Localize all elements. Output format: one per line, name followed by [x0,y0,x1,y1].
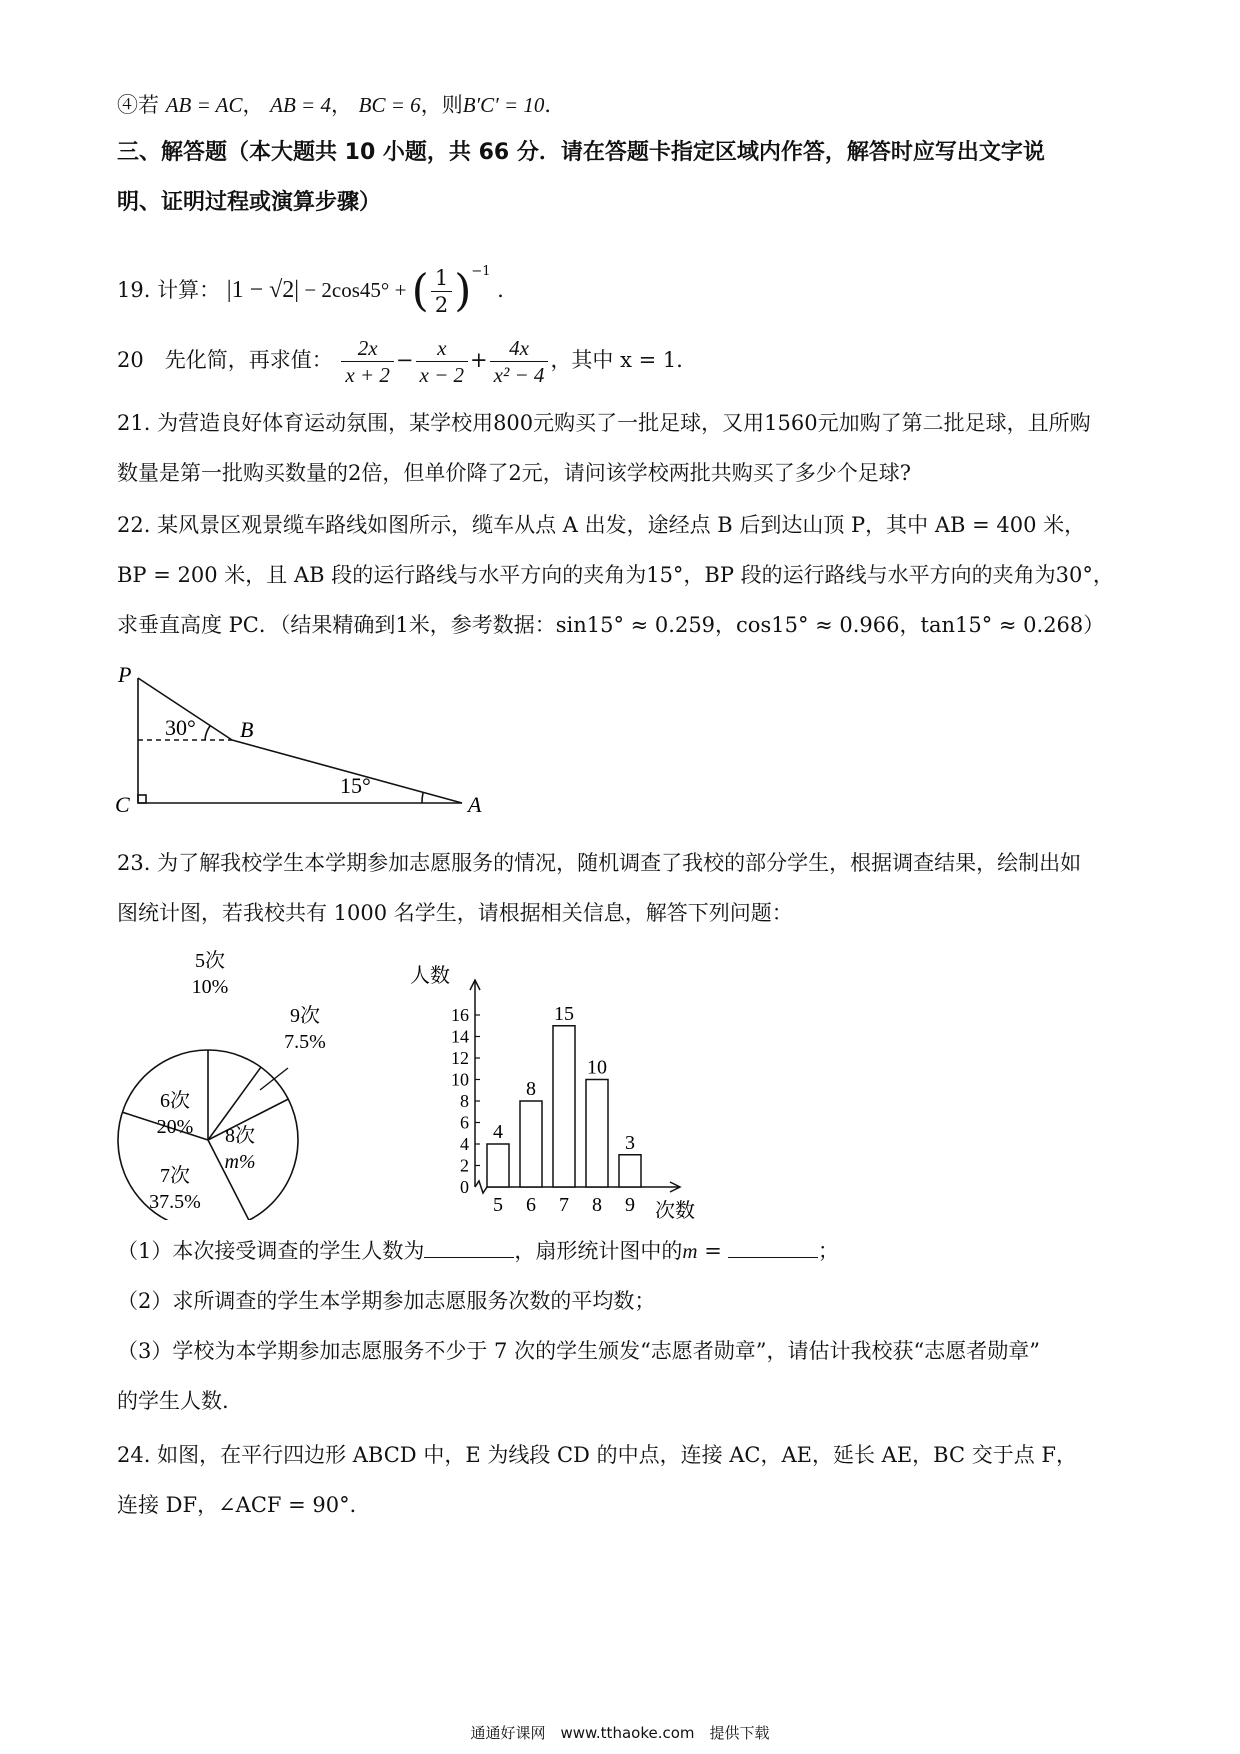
bar-chart [405,955,745,1225]
pie-slice-label: 6次 [160,1090,190,1112]
q18-cond2: AB = 4 [270,93,331,117]
point-p-label: P [118,662,132,687]
q20-f3-num: 4x [490,335,549,362]
q19-frac-den: 2 [434,293,449,317]
y-tick-label: 8 [460,1091,469,1111]
y-tick-label: 6 [460,1112,469,1133]
q19-fraction [431,265,452,318]
q19-exponent: −1 [471,264,491,279]
q21-line1: 21. 为营造良好体育运动氛围，某学校用800元购买了一批足球，又用1560元加购了第二批足球，且所购 [117,411,1091,435]
pie-slice-label: 9次 [290,1005,320,1027]
q20 [117,330,697,390]
bar-5 [487,1144,509,1187]
q20-label: 20 先化简，再求值： [117,348,333,372]
bar-6 [520,1101,542,1187]
angle-15-label: 15° [340,773,371,798]
pie-slice-label: 7次 [160,1165,190,1187]
x-tick-label: 7 [559,1194,569,1216]
y-tick-label: 0 [460,1177,469,1197]
q23-sub1-text-b: ，扇形统计图中的 [514,1239,683,1263]
q22-line2: BP = 200 米，且 AB 段的运行路线与水平方向的夹角为15°，BP 段的运行路线与水平方向的夹角为30°， [117,563,1114,587]
bar-value-label: 8 [526,1078,536,1100]
q20-f2-num: x [416,335,469,362]
q20-fraction1 [341,335,394,388]
q18-cond1: AB = AC [165,93,243,117]
q20-fraction2 [416,335,469,388]
x-tick-label: 6 [526,1194,536,1216]
bar-value-label: 15 [554,1002,574,1025]
section3-heading-line1: 三、解答题（本大题共 10 小题，共 66 分．请在答题卡指定区域内作答，解答时应写出文字说 [117,140,1045,165]
pie-slice-label: 5次 [195,950,225,972]
bar-value-label: 3 [625,1131,635,1154]
pie-slice-label: 8次 [225,1125,255,1147]
q19-end: ． [497,278,519,302]
q18-result: B′C′ = 10 [462,93,545,117]
q24-line2: 连接 DF，∠ACF = 90°． [117,1493,371,1517]
pie-slice-percent: 20% [156,1116,194,1138]
y-tick-label: 12 [451,1048,469,1068]
q20-tail: ，其中 x = 1． [550,348,698,372]
q22-line1: 22. 某风景区观景缆车路线如图所示，缆车从点 A 出发，途经点 B 后到达山顶 P，其中 AB = 400 米， [117,513,1086,537]
y-tick-label: 4 [460,1134,469,1154]
q18-end: ． [544,93,566,117]
q22-cable-figure [110,660,510,820]
pie-slice-percent: 10% [191,976,229,998]
q23-line2: 图统计图，若我校共有 1000 名学生，请根据相关信息，解答下列问题： [117,901,793,925]
y-tick-label: 10 [451,1069,469,1090]
pie-slice-percent: 37.5% [149,1191,201,1213]
point-b-label: B [240,717,254,742]
q22-line3: 求垂直高度 PC．（结果精确到1米，参考数据：sin15° ≈ 0.259，cos15° ≈ 0.966，tan15° ≈ 0.268） [117,613,1105,637]
q19-mid: − 2cos45° + [299,278,412,302]
answer-blank-m[interactable] [728,1237,818,1258]
q18-marker: ④若 [117,93,159,117]
bar-8 [586,1080,608,1188]
x-tick-label: 5 [493,1194,503,1216]
q23-sub2: （2）求所调查的学生本学期参加志愿服务次数的平均数； [117,1289,656,1313]
bar-value-label: 4 [493,1121,503,1143]
q24-line1: 24. 如图，在平行四边形 ABCD 中，E 为线段 CD 的中点，连接 AC，AE，延长 AE，BC 交于点 F， [117,1443,1077,1467]
q18-item4: ④若 AB = AC， AB = 4， BC = 6，则B′C′ = 10． [117,93,566,117]
q18-then: 则 [441,93,463,117]
q23-sub3-line2: 的学生人数. [117,1389,229,1413]
y-tick-label: 16 [451,1005,469,1025]
q23-line1: 23. 为了解我校学生本学期参加志愿服务的情况，随机调查了我校的部分学生，根据调查结果，绘制出如 [117,851,1082,875]
q18-cond3: BC = 6 [358,93,421,117]
q23-sub1 [117,1236,839,1266]
angle-30-label: 30° [165,715,196,740]
q23-sub1-end: ； [817,1239,839,1263]
x-tick-label: 8 [592,1194,602,1216]
q20-f2-den: x − 2 [419,363,465,387]
q23-sub3-line1: （3）学校为本学期参加志愿服务不少于 7 次的学生颁发“志愿者勋章”，请估计我校获“志愿者勋章” [117,1339,1041,1363]
point-c-label: C [115,792,130,817]
answer-blank-count[interactable] [424,1237,514,1258]
y-axis-label: 人数 [410,965,450,987]
q23-sub1-m: m [682,1239,698,1263]
y-tick-label: 2 [460,1155,469,1176]
q20-f1-den: x + 2 [345,363,390,387]
q20-f3-den: x² − 4 [493,363,545,387]
q20-op2: + [470,348,488,372]
q20-f1-num: 2x [341,335,394,362]
section3-heading-line2: 明、证明过程或演算步骤） [117,190,382,215]
y-tick-label: 14 [451,1026,469,1047]
pie-slice-percent: m% [224,1151,256,1173]
point-a-label: A [468,792,482,817]
pie-chart [110,945,400,1220]
q20-fraction3 [490,335,549,388]
q23-sub1-eq: = [697,1239,722,1263]
bar-value-label: 10 [587,1056,607,1079]
x-axis-label: 次数 [655,1200,695,1222]
q20-op1: − [395,348,414,372]
q19-abs: |1 − √2| [226,277,300,303]
q21-line2: 数量是第一批购买数量的2倍，但单价降了2元，请问该学校两批共购买了多少个足球? [117,461,911,485]
bar-7 [553,1026,575,1187]
q23-sub1-text-a: （1）本次接受调查的学生人数为 [117,1239,425,1263]
x-tick-label: 9 [625,1194,635,1216]
bar-9 [619,1155,641,1187]
q19-frac-num: 1 [431,265,452,292]
q19-label: 19. 计算： [117,278,221,302]
page-footer: 通通好课网 www.tthaoke.com 提供下载 [470,1724,770,1742]
q19: 19. 计算： |1 − √2| − 2cos45° + ( $\frac{1}{2}$ )$^{-1}$ ． [117,264,519,317]
pie-slice-percent: 7.5% [284,1031,326,1053]
